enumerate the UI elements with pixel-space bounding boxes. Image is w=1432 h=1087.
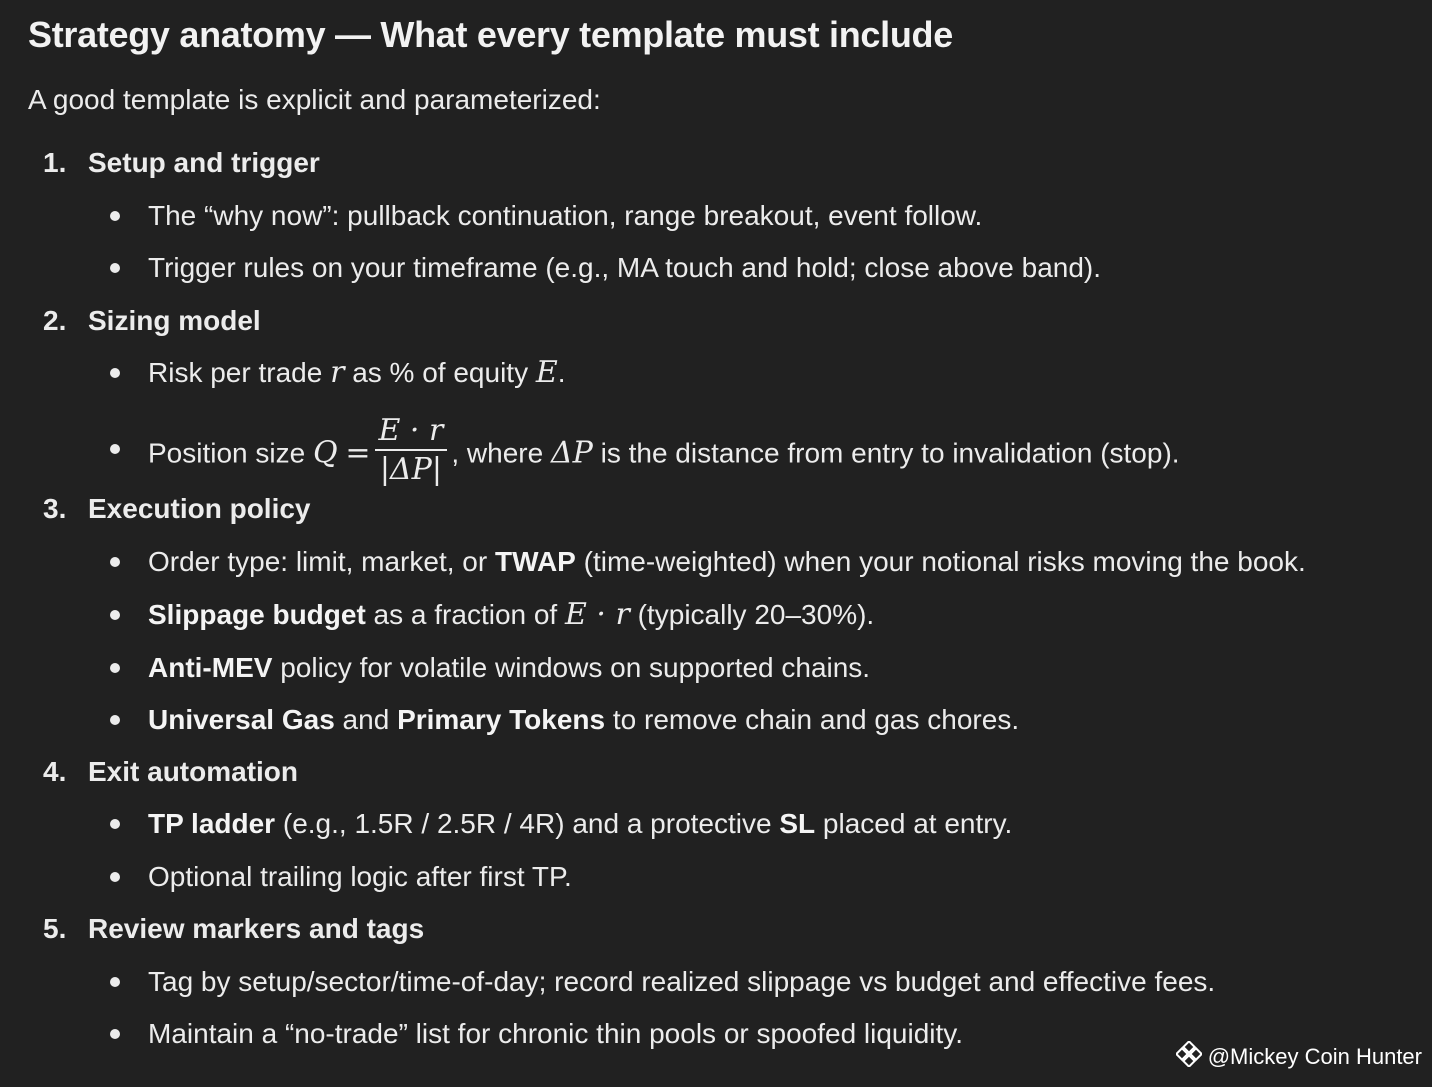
list-item: Position size Q = $\frac{E \cdot r}{|\Delta P|}$ , where ΔP is the distance from entry to invalidation (stop). (28, 417, 1180, 481)
fraction-numerator: E · r (378, 413, 444, 448)
section-title: Sizing model (88, 305, 261, 336)
bullet-dot (110, 872, 120, 882)
section-title: Review markers and tags (88, 913, 425, 944)
list-item: Slippage budget as a fraction of E · r (typically 20–30%). (28, 595, 1306, 635)
section-exit-automation (28, 752, 1012, 897)
binance-logo-icon (1176, 1041, 1202, 1073)
section-number: 4. (43, 756, 67, 787)
bullet-dot (110, 557, 120, 567)
math-r: r (330, 355, 345, 390)
bullet-dot (110, 977, 120, 987)
list-item: Risk per trade r as % of equity E. (28, 353, 1180, 393)
position-size-fraction (375, 413, 448, 489)
math-E-times-r: E · r (565, 597, 630, 632)
fraction-denominator: |ΔP| (375, 449, 448, 489)
math-Q: Q (312, 435, 338, 471)
section-number: 2. (43, 305, 67, 336)
bullet-dot (110, 610, 120, 620)
section-title: Execution policy (88, 493, 311, 524)
section-title: Exit automation (88, 756, 299, 787)
bullet-dot (110, 715, 120, 725)
math-E: E (535, 355, 558, 390)
section-execution-policy (28, 489, 1306, 740)
bullet-dot (110, 444, 120, 454)
list-item: Trigger rules on your timeframe (e.g., MA touch and hold; close above band). (28, 248, 1101, 288)
watermark (1176, 1041, 1422, 1073)
section-number: 1. (43, 147, 67, 178)
list-item: TP ladder (e.g., 1.5R / 2.5R / 4R) and a protective SL placed at entry. (28, 804, 1012, 844)
list-item: Maintain a “no-trade” list for chronic thin pools or spoofed liquidity. (28, 1014, 1215, 1054)
bullet-dot (110, 819, 120, 829)
bullet-dot (110, 368, 120, 378)
list-item: Tag by setup/sector/time-of-day; record realized slippage vs budget and effective fees. (28, 962, 1215, 1002)
section-sizing-model (28, 301, 1180, 487)
list-item: The “why now”: pullback continuation, range breakout, event follow. (28, 196, 1101, 236)
bullet-dot (110, 263, 120, 273)
section-review-markers (28, 909, 1215, 1054)
section-number: 3. (43, 493, 67, 524)
watermark-text: @Mickey Coin Hunter (1207, 1044, 1422, 1069)
math-delta-P: ΔP (550, 435, 593, 471)
list-item: Order type: limit, market, or TWAP (time-weighted) when your notional risks moving the book. (28, 542, 1306, 582)
section-title: Setup and trigger (88, 147, 320, 178)
section-setup-trigger (28, 143, 1101, 288)
bullet-dot (110, 1029, 120, 1039)
list-item: Anti-MEV policy for volatile windows on supported chains. (28, 648, 1306, 688)
list-item: Universal Gas and Primary Tokens to remove chain and gas chores. (28, 700, 1306, 740)
bullet-dot (110, 211, 120, 221)
bullet-dot (110, 663, 120, 673)
page-title: Strategy anatomy — What every template must include (28, 14, 953, 55)
intro-text: A good template is explicit and parameterized: (28, 84, 601, 115)
section-number: 5. (43, 913, 67, 944)
list-item: Optional trailing logic after first TP. (28, 857, 1012, 897)
